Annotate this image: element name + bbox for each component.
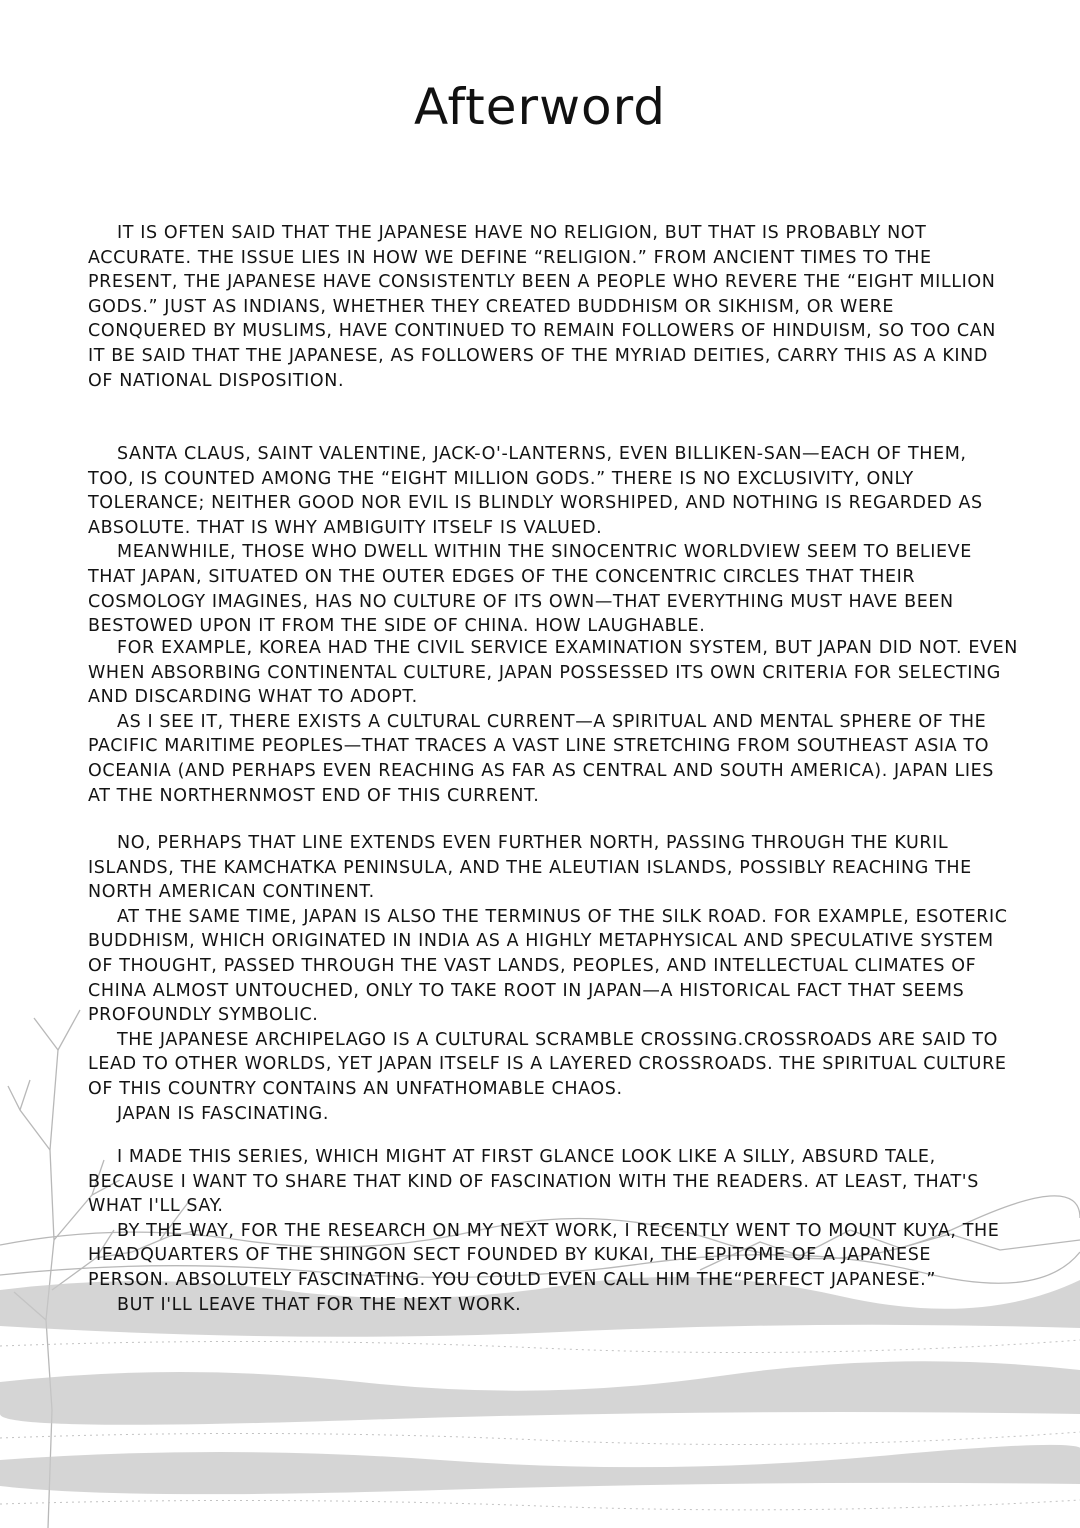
paragraph: AS I SEE IT, THERE EXISTS A CULTURAL CURRENT—A SPIRITUAL AND MENTAL SPHERE OF THE PACIFIC MARITIME PEOPLES—THAT TRACES A VAST LINE STRETCHING FROM SOUTHEAST ASIA TO OCEANIA (AND PERHAPS EVEN REACHING AS FAR AS CENTRAL AND SOUTH AMERICA). JAPAN LIES AT THE NORTHERNMOST END OF THIS CURRENT. (88, 711, 995, 806)
paragraph: FOR EXAMPLE, KOREA HAD THE CIVIL SERVICE EXAMINATION SYSTEM, BUT JAPAN DID NOT. EVEN WHEN ABSORBING CONTINENTAL CULTURE, JAPAN POSSESSED ITS OWN CRITERIA FOR SELECTING AND DISCARDING WHAT TO ADOPT. (88, 638, 1018, 708)
paragraph: IT IS OFTEN SAID THAT THE JAPANESE HAVE NO RELIGION, BUT THAT IS PROBABLY NOT ACCURATE. THE ISSUE LIES IN HOW WE DEFINE “RELIGION.” FROM ANCIENT TIMES TO THE PRESENT, THE JAPANESE HAVE CONSISTENTLY BEEN A PEOPLE WHO REVERE THE “EIGHT MILLION GODS.” JUST AS INDIANS, WHETHER THEY CREATED BUDDHISM OR SIKHISM, OR WERE CONQUERED BY MUSLIMS, HAVE CONTINUED TO REMAIN FOLLOWERS OF HINDUISM, SO TOO CAN IT BE SAID THAT THE JAPANESE, AS FOLLOWERS OF THE MYRIAD DEITIES, CARRY THIS AS A KIND OF NATIONAL DISPOSITION. (88, 223, 997, 391)
paragraph: THE JAPANESE ARCHIPELAGO IS A CULTURAL SCRAMBLE CROSSING.CROSSROADS ARE SAID TO LEAD TO OTHER WORLDS, YET JAPAN ITSELF IS A LAYERED CROSSROADS. THE SPIRITUAL CULTURE OF THIS COUNTRY CONTAINS AN UNFATHOMABLE CHAOS. (88, 1029, 1007, 1099)
text-block (88, 636, 1018, 808)
text-block (88, 1145, 1018, 1317)
paragraph: NO, PERHAPS THAT LINE EXTENDS EVEN FURTHER NORTH, PASSING THROUGH THE KURIL ISLANDS, THE KAMCHATKA PENINSULA, AND THE ALEUTIAN ISLANDS, POSSIBLY REACHING THE NORTH AMERICAN CONTINENT. (88, 833, 972, 903)
text-block (88, 221, 1018, 393)
paragraph: I MADE THIS SERIES, WHICH MIGHT AT FIRST GLANCE LOOK LIKE A SILLY, ABSURD TALE, BECAUSE I WANT TO SHARE THAT KIND OF FASCINATION WITH THE READERS. AT LEAST, THAT'S WHAT I'LL SAY. (88, 1147, 979, 1217)
page-title: Afterword (414, 78, 666, 136)
paragraph: BUT I'LL LEAVE THAT FOR THE NEXT WORK. (117, 1294, 522, 1315)
paragraph: MEANWHILE, THOSE WHO DWELL WITHIN THE SINOCENTRIC WORLDVIEW SEEM TO BELIEVE THAT JAPAN, SITUATED ON THE OUTER EDGES OF THE CONCENTRIC CIRCLES THAT THEIR COSMOLOGY IMAGINES, HAS NO CULTURE OF ITS OWN—THAT EVERYTHING MUST HAVE BEEN BESTOWED UPON IT FROM THE SIDE OF CHINA. HOW LAUGHABLE. (88, 542, 972, 637)
text-block (88, 442, 1018, 639)
paragraph: SANTA CLAUS, SAINT VALENTINE, JACK-O'-LANTERNS, EVEN BILLIKEN-SAN—EACH OF THEM, TOO, IS COUNTED AMONG THE “EIGHT MILLION GODS.” THERE IS NO EXCLUSIVITY, ONLY TOLERANCE; NEITHER GOOD NOR EVIL IS BLINDLY WORSHIPED, AND NOTHING IS REGARDED AS ABSOLUTE. THAT IS WHY AMBIGUITY ITSELF IS VALUED. (88, 444, 983, 538)
paragraph: BY THE WAY, FOR THE RESEARCH ON MY NEXT WORK, I RECENTLY WENT TO MOUNT KUYA, THE HEADQUARTERS OF THE SHINGON SECT FOUNDED BY KUKAI, THE EPITOME OF A JAPANESE PERSON. ABSOLUTELY FASCINATING. YOU COULD EVEN CALL HIM THE“PERFECT JAPANESE.” (88, 1220, 1000, 1290)
paragraph: JAPAN IS FASCINATING. (117, 1103, 330, 1124)
text-block (88, 831, 1018, 1126)
paragraph: AT THE SAME TIME, JAPAN IS ALSO THE TERMINUS OF THE SILK ROAD. FOR EXAMPLE, ESOTERIC BUDDHISM, WHICH ORIGINATED IN INDIA AS A HIGHLY METAPHYSICAL AND SPECULATIVE SYSTEM OF THOUGHT, PASSED THROUGH THE VAST LANDS, PEOPLES, AND INTELLECTUAL CLIMATES OF CHINA ALMOST UNTOUCHED, ONLY TO TAKE ROOT IN JAPAN—A HISTORICAL FACT THAT SEEMS PROFOUNDLY SYMBOLIC. (88, 906, 1008, 1026)
